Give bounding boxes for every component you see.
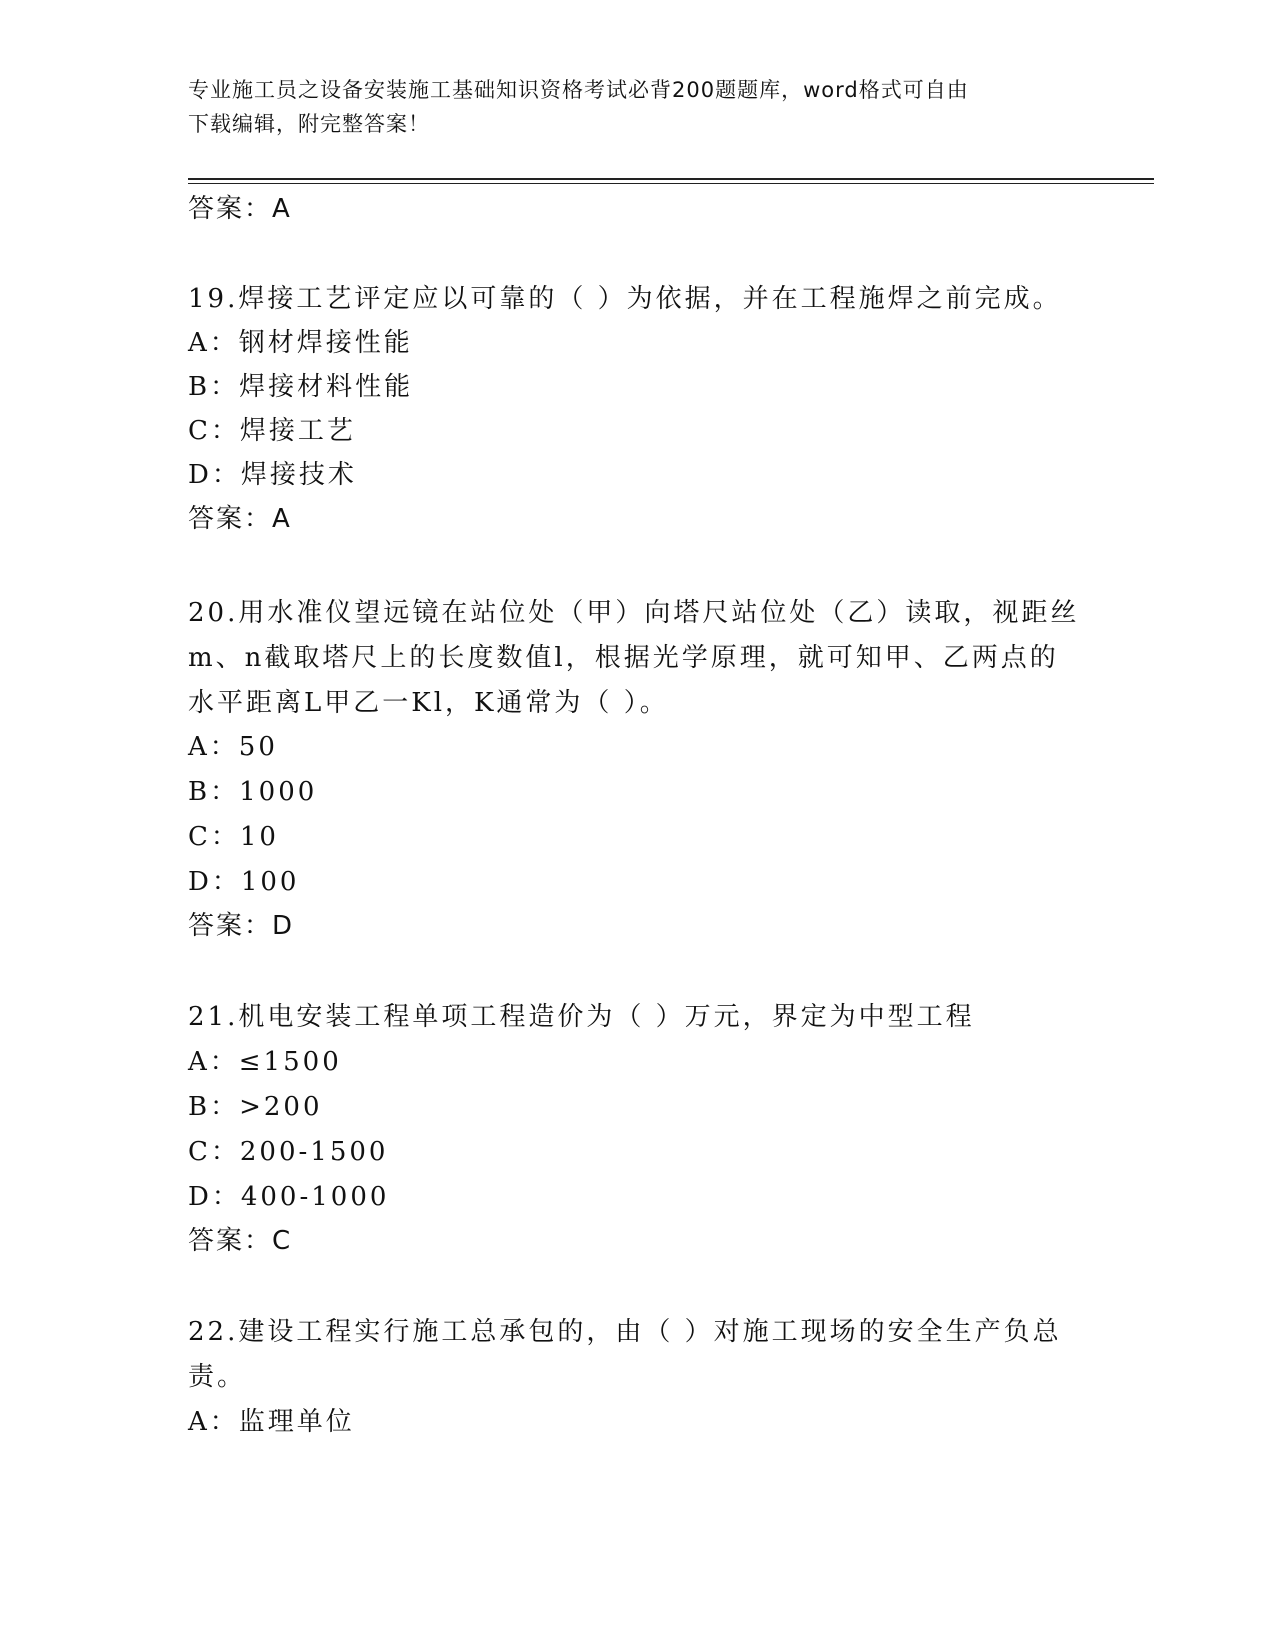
question-20-stem-line-2: m、n截取塔尺上的长度数值l，根据光学原理，就可知甲、乙两点的 [188,643,1059,673]
question-20-answer: 答案：D [188,911,295,941]
question-21-option-a: A：≤1500 [188,1047,342,1077]
question-20-option-d: D：100 [188,867,300,897]
question-19-stem: 19.焊接工艺评定应以可靠的（ ）为依据，并在工程施焊之前完成。 [188,284,1062,314]
question-21-option-b: B：>200 [188,1092,323,1122]
question-20-stem-line-3: 水平距离L甲乙一Kl，K通常为（ ）。 [188,688,669,718]
question-19-answer: 答案：A [188,504,292,534]
question-19-option-d: D：焊接技术 [188,460,357,490]
header-line-1: 专业施工员之设备安装施工基础知识资格考试必背200题题库，word格式可自由 [188,78,969,102]
question-19-option-c: C：焊接工艺 [188,416,356,446]
document-header [188,73,1068,141]
question-20-option-a: A：50 [188,732,278,762]
answer-prev: 答案：A [188,194,292,224]
question-19-option-b: B：焊接材料性能 [188,372,414,402]
question-21-answer: 答案：C [188,1226,293,1256]
header-line-2: 下载编辑，附完整答案！ [188,112,430,136]
question-20-option-b: B：1000 [188,777,318,807]
question-20-option-c: C：10 [188,822,279,852]
question-22-option-a: A：监理单位 [188,1407,355,1437]
question-21-option-d: D：400-1000 [188,1182,390,1212]
question-19-option-a: A：钢材焊接性能 [188,328,413,358]
question-21-option-c: C：200-1500 [188,1137,389,1167]
question-22-stem-line-2: 责。 [188,1362,247,1392]
header-rule-thick [188,178,1154,180]
question-22-stem-line-1: 22.建设工程实行施工总承包的，由（ ）对施工现场的安全生产负总 [188,1317,1062,1347]
question-21-stem: 21.机电安装工程单项工程造价为（ ）万元，界定为中型工程 [188,1002,975,1032]
header-rule-thin [188,183,1154,184]
question-20-stem-line-1: 20.用水准仪望远镜在站位处（甲）向塔尺站位处（乙）读取，视距丝 [188,598,1080,628]
